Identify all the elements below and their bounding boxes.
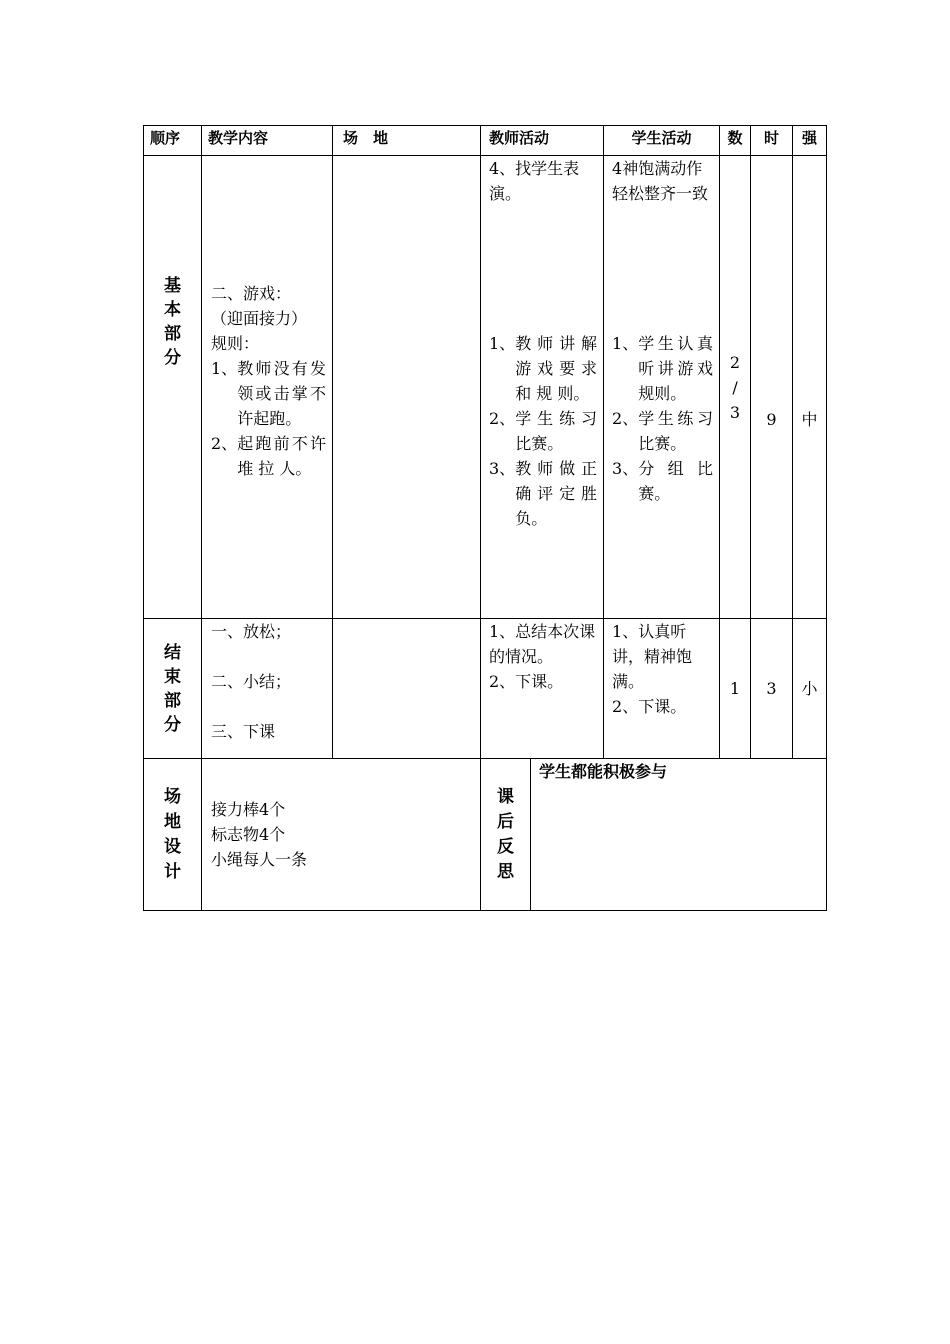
ending-time-cell: 3 — [751, 619, 793, 759]
header-venue: 场 地 — [333, 126, 481, 156]
design-reflection-row — [144, 759, 827, 911]
ending-teacher-item: 2、下课。 — [489, 672, 564, 691]
ending-section-label: 结 束 部 分 — [144, 619, 202, 759]
basic-count-cell: 2 / 3 — [720, 156, 751, 619]
content-game-title: 二、游戏： — [211, 284, 292, 303]
teacher-item: 1、 教 师 讲 解游戏要求 和 规 则。 — [489, 334, 598, 403]
header-teacher: 教师活动 — [481, 126, 604, 156]
ending-student-item: 1、认真听讲，精神饱满。 — [612, 622, 693, 691]
design-item: 接力棒4个 — [211, 800, 286, 819]
student-top-text: 4神饱满动作轻松整齐一致 — [612, 159, 709, 203]
ending-content-item: 二、小结； — [211, 672, 292, 691]
ending-count-cell: 1 — [720, 619, 751, 759]
content-rules-title: 规则： — [211, 334, 260, 353]
lesson-plan-table — [143, 125, 827, 911]
content-game-name: （迎面接力） — [211, 309, 308, 328]
rule-item: 2、 起跑前不许 堆 拉 人。 — [211, 434, 326, 478]
ending-intensity-cell: 小 — [793, 619, 827, 759]
student-item: 3、 分组比赛。 — [612, 459, 714, 503]
header-order: 顺序 — [144, 126, 202, 156]
header-time: 时 — [751, 126, 793, 156]
basic-section-row — [144, 156, 827, 619]
header-intensity: 强 — [793, 126, 827, 156]
header-row — [144, 126, 827, 156]
teacher-item: 2、 学 生 练 习比赛。 — [489, 409, 598, 453]
ending-content-item: 一、放松； — [211, 622, 292, 641]
teacher-item: 3、 教 师 做 正确评定胜负。 — [489, 459, 598, 528]
rule-item: 1、 教师没有发领或击掌不许起跑。 — [211, 359, 326, 428]
teacher-top-text: 4、找学生表演。 — [489, 159, 580, 203]
design-item: 小绳每人一条 — [211, 850, 308, 869]
student-item: 1、 学生认真听讲游戏规则。 — [612, 334, 714, 403]
design-item: 标志物4个 — [211, 825, 286, 844]
ending-content-item: 三、下课 — [211, 722, 276, 741]
ending-student-item: 2、下课。 — [612, 697, 687, 716]
basic-section-label: 基 本 部 分 — [144, 156, 202, 619]
basic-teacher-cell — [481, 156, 604, 619]
ending-venue-cell — [333, 619, 481, 759]
basic-intensity-cell: 中 — [793, 156, 827, 619]
header-student: 学生活动 — [604, 126, 720, 156]
reflection-text: 学生都能积极参与 — [531, 759, 827, 911]
basic-student-cell — [604, 156, 720, 619]
basic-content-cell — [202, 156, 333, 619]
ending-student-cell — [604, 619, 720, 759]
basic-time-cell: 9 — [751, 156, 793, 619]
ending-teacher-item: 1、总结本次课的情况。 — [489, 622, 596, 666]
ending-content-cell — [202, 619, 333, 759]
ending-section-row — [144, 619, 827, 759]
design-content-cell — [202, 759, 481, 911]
header-count: 数 — [720, 126, 751, 156]
ending-teacher-cell — [481, 619, 604, 759]
reflection-label: 课 后 反 思 — [481, 759, 531, 911]
design-label: 场 地 设 计 — [144, 759, 202, 911]
header-content: 教学内容 — [202, 126, 333, 156]
student-item: 2、 学生练习比赛。 — [612, 409, 714, 453]
basic-venue-cell — [333, 156, 481, 619]
